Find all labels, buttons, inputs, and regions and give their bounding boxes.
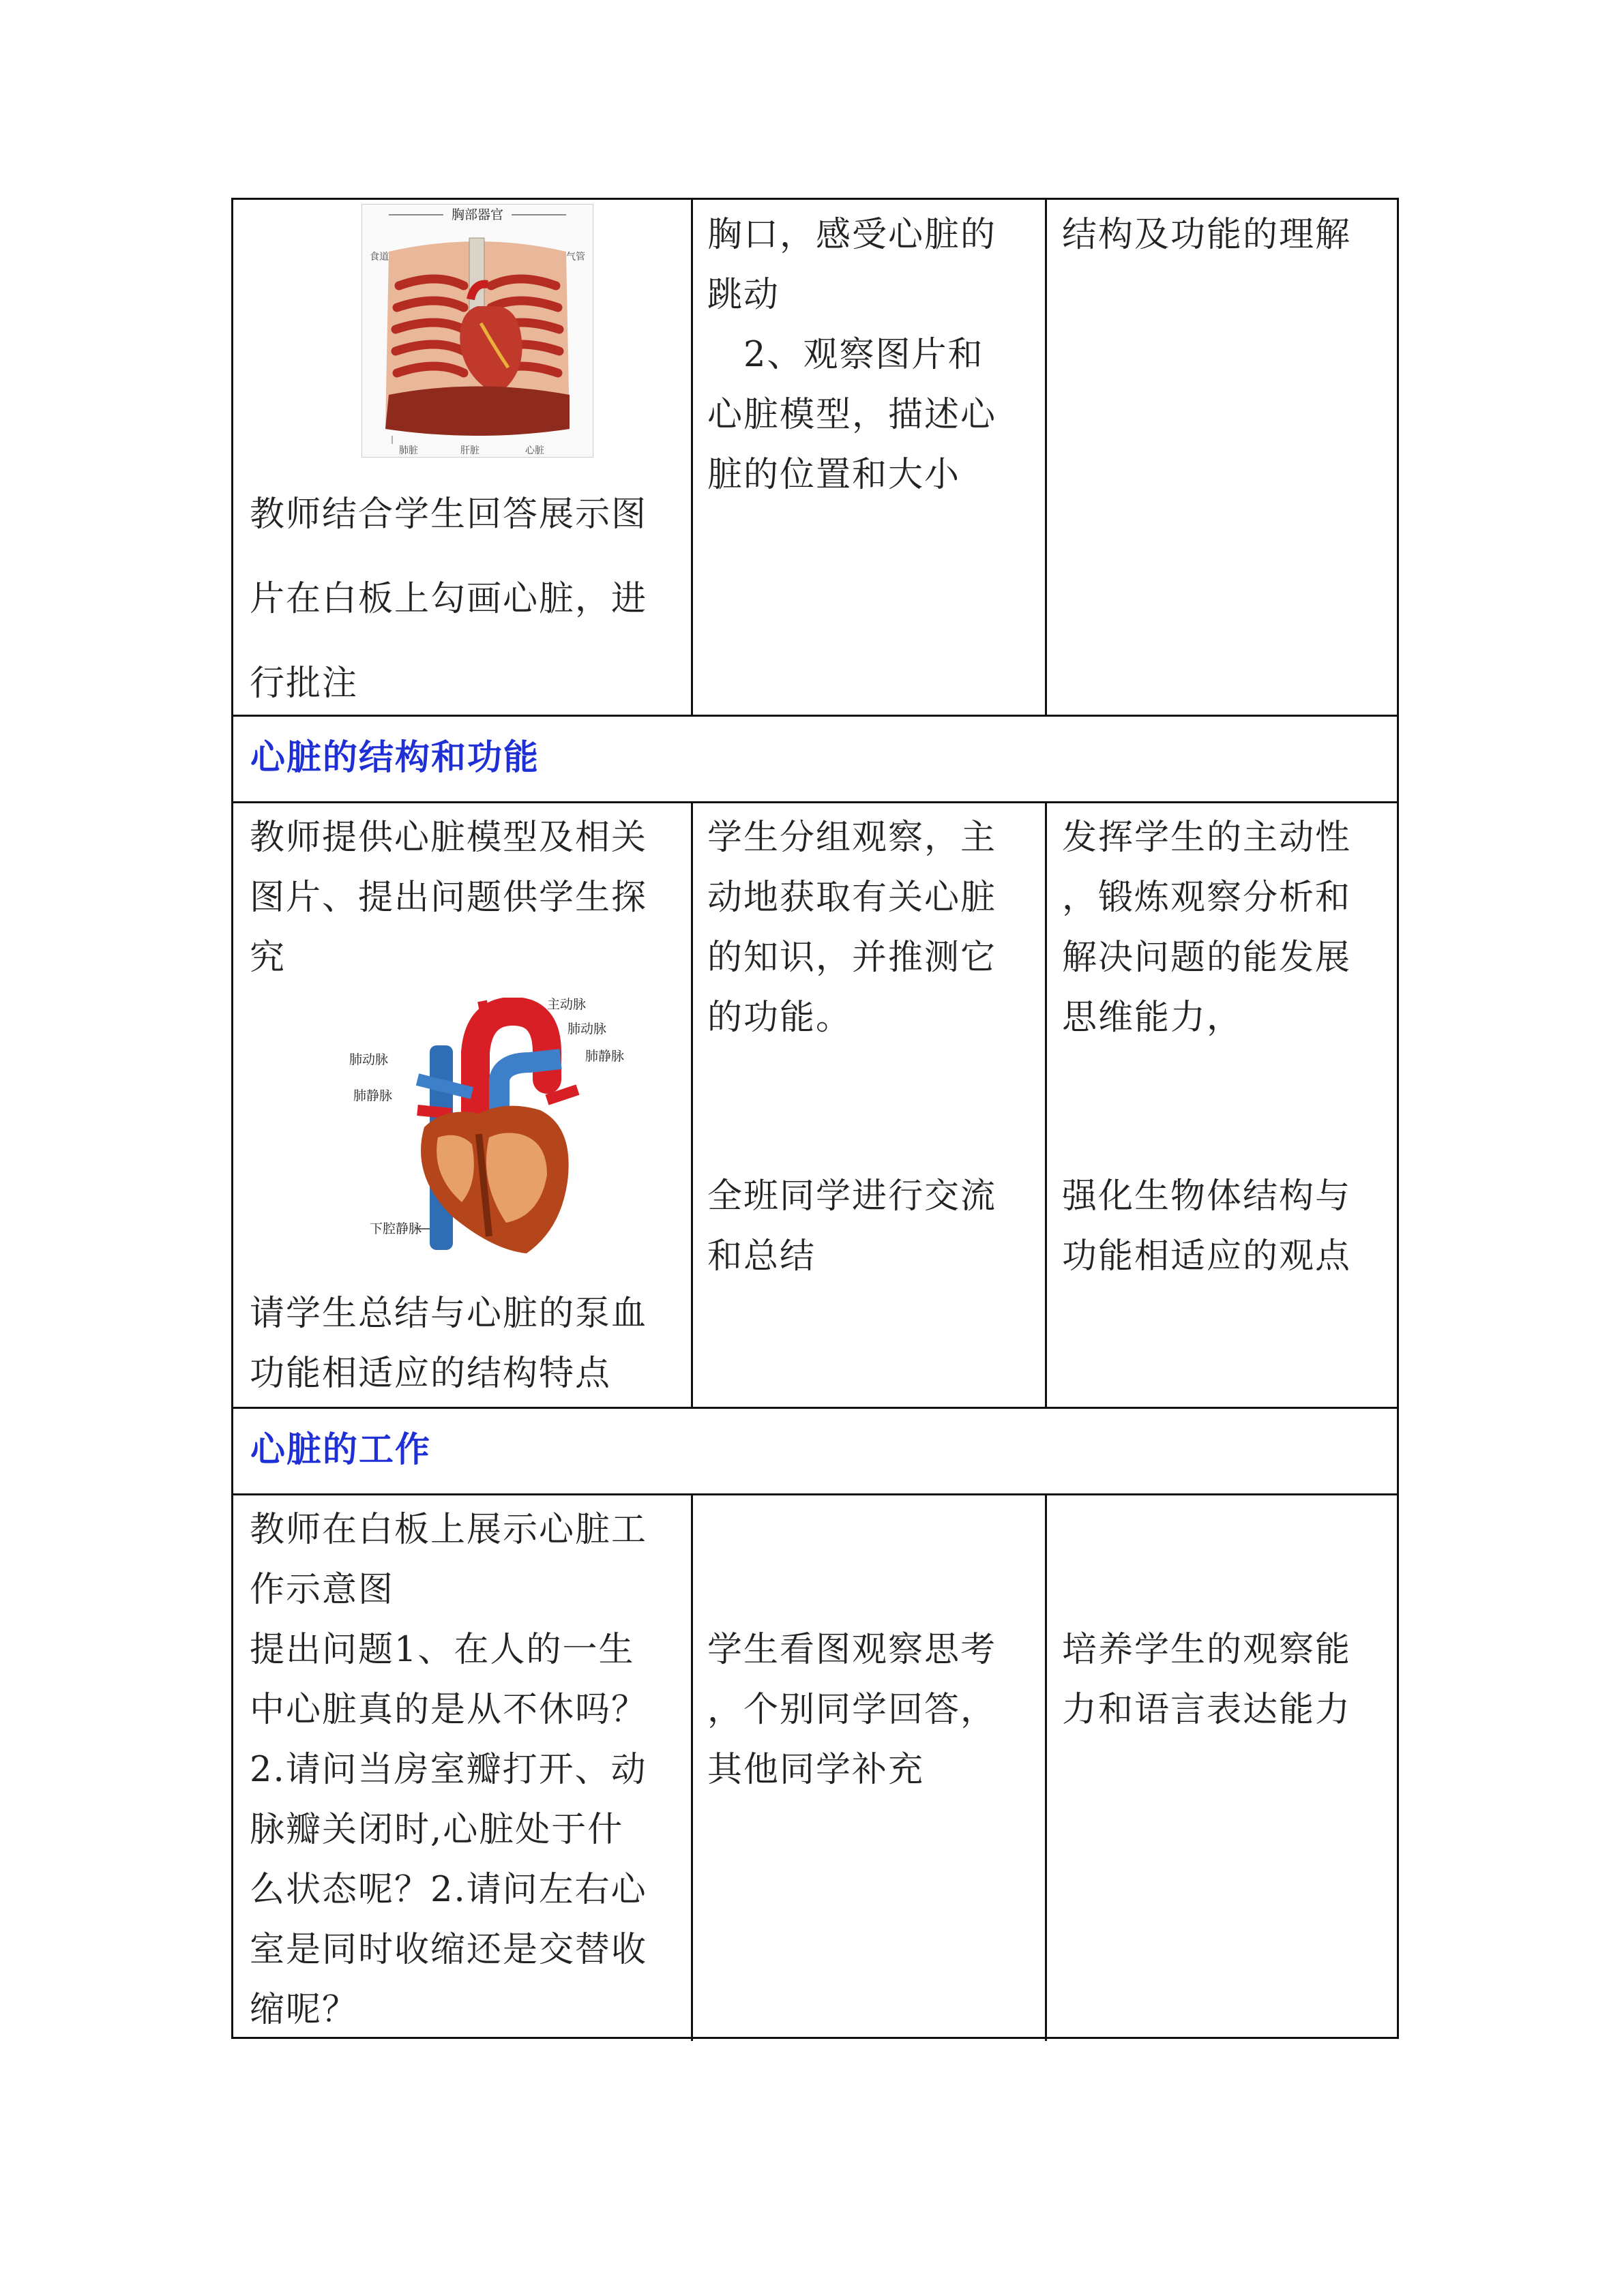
text-line: 学生看图观察思考 [707, 1630, 997, 1670]
column-divider [691, 801, 693, 1407]
chest-organs-figure [361, 204, 593, 458]
label-esophagus: 食道 [370, 252, 389, 263]
text-line: 解决问题的能发展 [1062, 938, 1352, 978]
text-line: 缩呢？ [250, 1990, 359, 2030]
column-divider [1045, 801, 1047, 1407]
row1-teacher-text [250, 473, 647, 726]
text-line: 心脏模型，描述心 [707, 395, 997, 435]
text-line: 发挥学生的主动性 [1062, 818, 1352, 858]
text-line: 作示意图 [250, 1570, 395, 1610]
label-pulmonary-vein-left: 肺静脉 [353, 1088, 393, 1103]
label-trachea: 气管 [566, 252, 585, 263]
row3-intent-text [1062, 1620, 1351, 1740]
text-line: 学生分组观察，主 [707, 818, 997, 858]
label-pulmonary-artery-right: 肺动脉 [567, 1022, 607, 1037]
text-line: 行批注 [250, 664, 359, 704]
row2-teacher-text [250, 808, 647, 988]
section-heading-work: 心脏的工作 [250, 1430, 432, 1470]
section-heading-structure: 心脏的结构和功能 [250, 738, 540, 778]
heart-diagram-figure [342, 998, 629, 1257]
text-line: 片在白板上勾画心脏，进 [250, 579, 648, 619]
text-line: 结构及功能的理解 [1062, 215, 1352, 255]
row3-student-text [707, 1620, 996, 1800]
row-divider [233, 1493, 1397, 1495]
text-line: 教师提供心脏模型及相关 [250, 818, 648, 858]
text-line: ，个别同学回答， [707, 1690, 997, 1730]
row2-intent-text [1062, 808, 1351, 1048]
text-line: 请学生总结与心脏的泵血 [250, 1294, 648, 1334]
text-line: 么状态呢？2.请问左右心 [250, 1870, 647, 1910]
text-line: 中心脏真的是从不休吗？ [250, 1690, 648, 1730]
text-line: 室是同时收缩还是交替收 [250, 1930, 648, 1970]
text-line: 脉瓣关闭时,心脏处于什 [250, 1810, 624, 1850]
label-pulmonary-vein-right: 肺静脉 [585, 1049, 625, 1064]
text-line: 脏的位置和大小 [707, 455, 961, 495]
row2-teacher-text-after [250, 1284, 647, 1404]
row2-intent-text-b [1062, 1167, 1351, 1287]
text-line: 究 [250, 938, 286, 978]
text-line: 提出问题1、在人的一生 [250, 1630, 635, 1670]
row2-student-text [707, 808, 996, 1048]
text-line: 2.请问当房室瓣打开、动 [250, 1750, 647, 1790]
label-pulmonary-artery-left: 肺动脉 [349, 1052, 389, 1067]
text-line: 教师结合学生回答展示图 [250, 494, 648, 535]
column-divider [691, 200, 693, 715]
text-line: 功能相适应的结构特点 [250, 1354, 612, 1394]
text-line: 强化生物体结构与 [1062, 1176, 1352, 1217]
text-line: 2、观察图片和 [707, 335, 984, 375]
label-inferior-vena-cava: 下腔静脉 [370, 1221, 422, 1236]
row3-teacher-text [250, 1500, 647, 2040]
row-divider [233, 1407, 1397, 1409]
text-line: 其他同学补充 [707, 1750, 925, 1790]
text-line: 胸口，感受心脏的 [707, 215, 997, 255]
figure-title: 胸部器官 [451, 207, 504, 222]
text-line: 和总结 [707, 1236, 816, 1277]
text-line: 力和语言表达能力 [1062, 1690, 1352, 1730]
row-divider [233, 801, 1397, 803]
label-liver: 肝脏 [460, 445, 479, 456]
text-line: 的功能。 [707, 998, 853, 1038]
text-line: 跳动 [707, 275, 780, 315]
text-line: 教师在白板上展示心脏工 [250, 1510, 648, 1550]
text-line: 全班同学进行交流 [707, 1176, 997, 1217]
label-aorta: 主动脉 [547, 998, 587, 1012]
column-divider [1045, 200, 1047, 715]
label-heart: 心脏 [525, 445, 544, 456]
text-line: 动地获取有关心脏 [707, 878, 997, 918]
lesson-table [231, 198, 1399, 2039]
label-lung: 肺脏 [399, 445, 418, 456]
text-line: 功能相适应的观点 [1062, 1236, 1352, 1277]
text-line: 思维能力， [1062, 998, 1243, 1038]
text-line: 培养学生的观察能 [1062, 1630, 1352, 1670]
text-line: 的知识，并推测它 [707, 938, 997, 978]
row2-student-text-b [707, 1167, 996, 1287]
column-divider [691, 1493, 693, 2041]
row1-intent-text [1062, 205, 1351, 265]
column-divider [1045, 1493, 1047, 2041]
text-line: 图片、提出问题供学生探 [250, 878, 648, 918]
row1-student-text [707, 205, 996, 505]
text-line: ，锻炼观察分析和 [1062, 878, 1352, 918]
